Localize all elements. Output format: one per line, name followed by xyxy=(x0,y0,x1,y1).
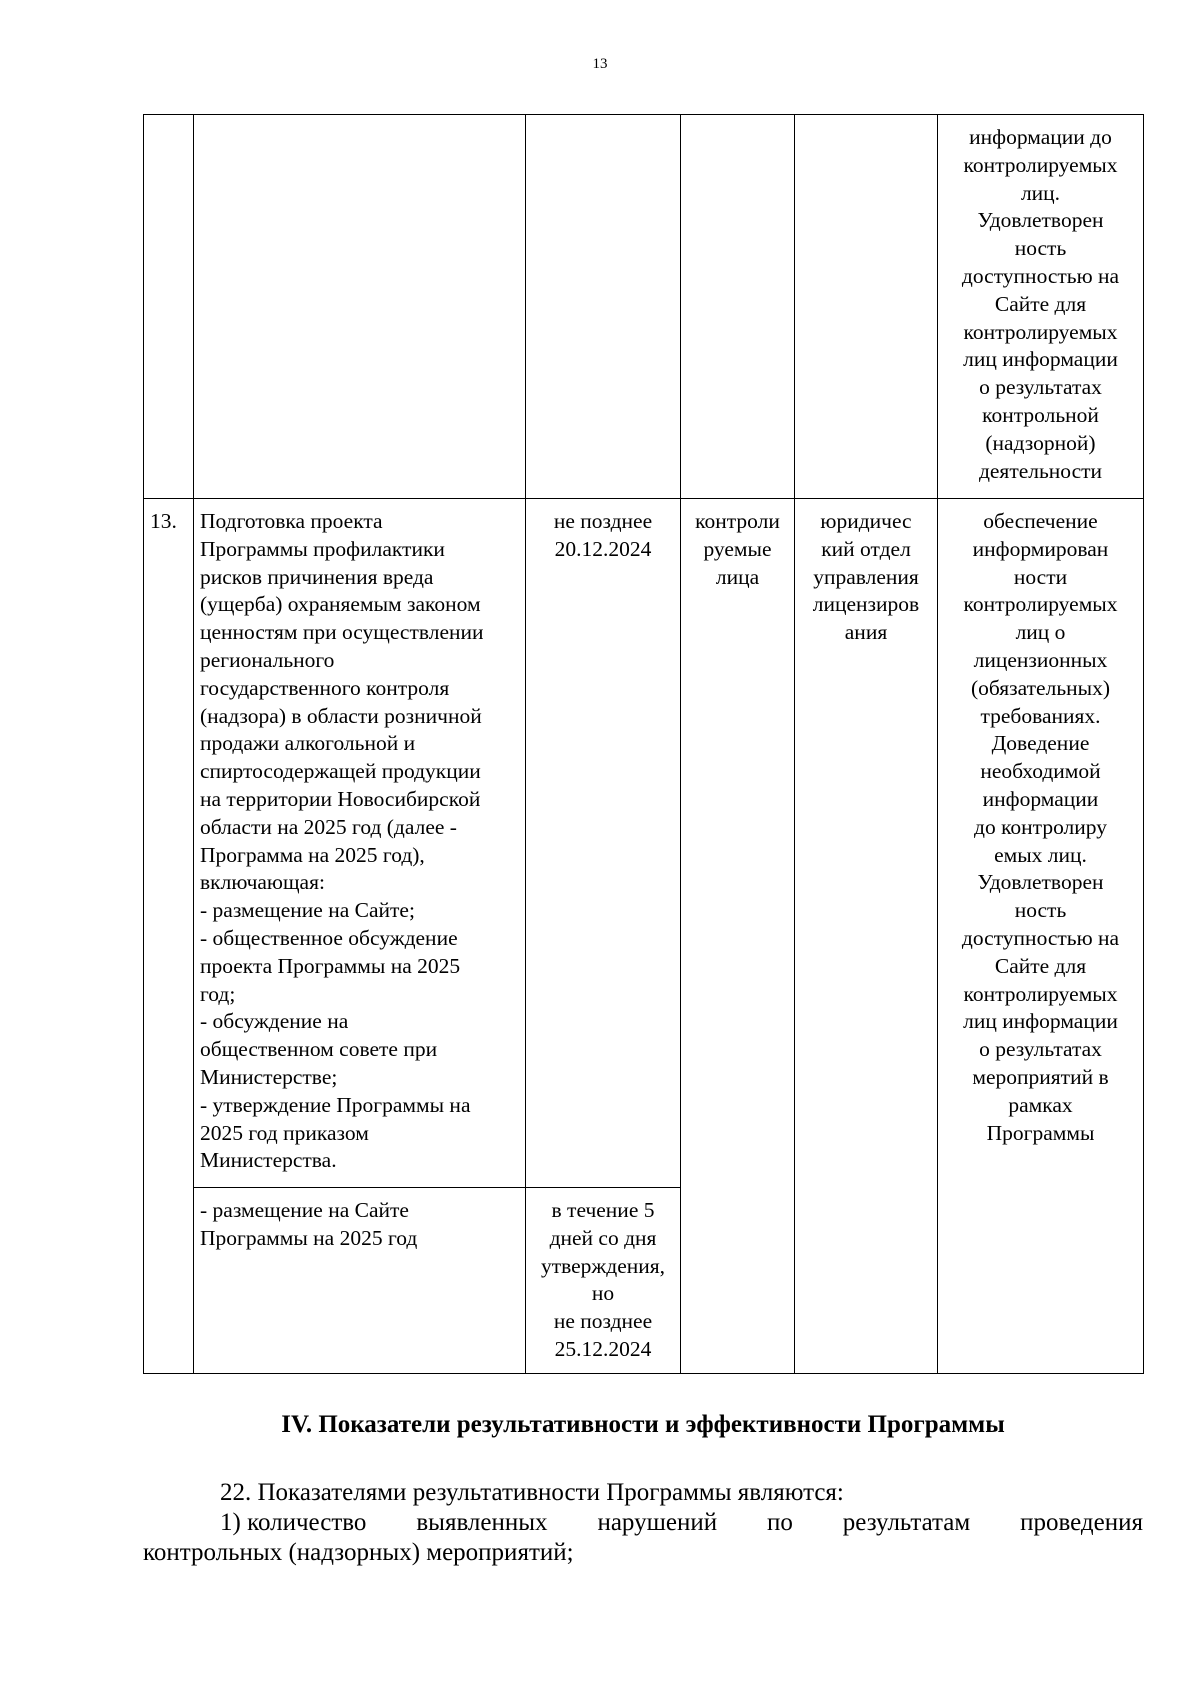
cell-text-line: не позднее xyxy=(553,1309,653,1334)
cell-text-line: ности xyxy=(1013,564,1068,589)
cell-text-line: Министерства. xyxy=(200,1148,337,1173)
cell-text-line: лицензиров xyxy=(812,592,920,617)
cell-deadline-empty xyxy=(526,115,681,499)
section-heading: IV. Показатели результативности и эффективности Программы xyxy=(281,1411,1005,1438)
cell-text-line: проекта Программы на 2025 xyxy=(200,953,461,978)
cell-text-line: лиц информации xyxy=(963,347,1118,372)
cell-text-line: управления xyxy=(813,564,919,589)
cell-text-line: рамках xyxy=(1008,1092,1073,1117)
word: 1) количество xyxy=(220,1509,367,1536)
cell-text-line: о результатах xyxy=(979,375,1102,400)
cell-text-line: Доведение xyxy=(991,731,1090,756)
cell-text-line: 20.12.2024 xyxy=(554,536,652,561)
cell-subjects xyxy=(681,499,795,1374)
cell-text-line: Удовлетворен xyxy=(977,870,1104,895)
cell-text-line: - общественное обсуждение xyxy=(200,925,458,950)
cell-text-line: контролируемых xyxy=(963,981,1118,1006)
cell-text-line: Программа на 2025 год), xyxy=(200,842,425,867)
cell-text-line: обеспечение xyxy=(983,509,1098,533)
cell-text-line: Сайте для xyxy=(994,291,1087,316)
cell-text-line: Сайте для xyxy=(994,953,1087,978)
word: нарушений xyxy=(597,1509,718,1536)
cell-text-line: на территории Новосибирской xyxy=(200,786,481,811)
word: по xyxy=(767,1509,793,1536)
cell-text-line: необходимой xyxy=(980,759,1101,784)
cell-text-line: контроли xyxy=(695,509,780,533)
cell-text-line: Программы xyxy=(986,1120,1095,1145)
cell-text-line: утверждения, xyxy=(540,1253,666,1278)
cell-text-line: год; xyxy=(200,981,236,1006)
cell-responsible xyxy=(795,499,938,1374)
cell-text-line: Удовлетворен xyxy=(977,208,1104,233)
cell-text-line: 25.12.2024 xyxy=(554,1336,652,1361)
cell-text-line: но xyxy=(591,1281,615,1306)
cell-text-line: рисков причинения вреда xyxy=(200,564,434,589)
cell-text-line: в течение 5 xyxy=(551,1198,655,1222)
cell-text-line: о результатах xyxy=(979,1037,1102,1062)
cell-text-line: требованиях. xyxy=(980,703,1101,728)
cell-text-line: ность xyxy=(1014,898,1067,923)
cell-sub-activity xyxy=(194,1188,526,1374)
cell-result xyxy=(938,499,1144,1374)
cell-text-line: лиц. xyxy=(1020,180,1061,205)
cell-text-line: ания xyxy=(844,620,888,645)
cell-text-line: не позднее xyxy=(553,509,653,533)
cell-text-line: емых лиц. xyxy=(994,842,1087,867)
cell-text-line: мероприятий в xyxy=(972,1064,1109,1089)
cell-activity xyxy=(194,499,526,1188)
cell-text-line: Подготовка проекта xyxy=(200,509,383,533)
paragraph-22: 22. Показателями результативности Программы являются: xyxy=(220,1479,844,1506)
word: результатам xyxy=(842,1509,971,1536)
cell-text-line: 2025 год приказом xyxy=(200,1120,369,1145)
cell-subjects-empty xyxy=(681,115,795,499)
cell-text-line: ность xyxy=(1014,236,1067,261)
cell-text-line: - утверждение Программы на xyxy=(200,1092,471,1117)
cell-text-line: спиртосодержащей продукции xyxy=(200,759,481,784)
cell-text-line: деятельности xyxy=(978,458,1103,483)
cell-text-line: контролируемых xyxy=(963,152,1118,177)
table-row-continuation xyxy=(144,115,1144,499)
cell-text-line: - обсуждение на xyxy=(200,1009,349,1034)
table-row-13 xyxy=(144,499,1144,1188)
cell-text-line: дней со дня xyxy=(549,1225,657,1250)
cell-text-line: (ущерба) охраняемым законом xyxy=(200,592,481,617)
cell-text-line: контролируемых xyxy=(963,592,1118,617)
cell-text-line: - размещение на Сайте; xyxy=(200,898,415,923)
cell-text-line: лиц о xyxy=(1015,620,1066,645)
cell-text-line: Программы профилактики xyxy=(200,536,445,561)
cell-text-line: включающая: xyxy=(200,870,325,895)
word: проведения xyxy=(1020,1509,1143,1536)
program-activities-table xyxy=(143,114,1144,1374)
cell-text-line: информации до xyxy=(969,125,1112,149)
cell-text-line: общественном совете при xyxy=(200,1037,438,1062)
list-item-1 xyxy=(143,1508,1143,1568)
cell-sub-deadline xyxy=(526,1188,681,1374)
cell-text-line: (обязательных) xyxy=(970,675,1110,700)
cell-text-line: государственного контроля xyxy=(200,675,450,700)
cell-text-line: (надзора) в области розничной xyxy=(200,703,482,728)
list-item-1-continuation: контрольных (надзорных) мероприятий; xyxy=(143,1539,574,1566)
cell-text-line: руемые xyxy=(703,536,772,561)
cell-number-empty xyxy=(144,115,194,499)
cell-text-line: Программы на 2025 год xyxy=(200,1225,418,1250)
cell-text-line: доступностью на xyxy=(961,263,1120,288)
cell-result-continuation xyxy=(938,115,1144,499)
cell-text-line: до контролиру xyxy=(974,814,1107,839)
cell-row-number: 13. xyxy=(144,499,194,1374)
cell-text-line: регионального xyxy=(200,647,335,672)
cell-deadline xyxy=(526,499,681,1188)
page-number: 13 xyxy=(592,56,608,72)
cell-activity-empty xyxy=(194,115,526,499)
cell-text-line: информации xyxy=(982,786,1099,811)
list-item-1-first-line xyxy=(143,1508,1143,1538)
cell-text-line: (надзорной) xyxy=(985,430,1096,455)
cell-text-line: кий отдел xyxy=(821,536,911,561)
cell-text-line: контролируемых xyxy=(963,319,1118,344)
cell-text-line: Министерстве; xyxy=(200,1064,338,1089)
cell-text-line: лицензионных xyxy=(973,647,1108,672)
cell-text-line: области на 2025 год (далее - xyxy=(200,814,457,839)
cell-text-line: доступностью на xyxy=(961,925,1120,950)
cell-text-line: информирован xyxy=(972,536,1109,561)
cell-text-line: продажи алкогольной и xyxy=(200,731,416,756)
cell-text-line: юридичес xyxy=(820,509,912,533)
cell-text-line: лица xyxy=(715,564,760,589)
word: выявленных xyxy=(416,1509,548,1536)
cell-text-line: контрольной xyxy=(982,402,1099,427)
cell-text-line: ценностям при осуществлении xyxy=(200,620,484,645)
cell-text-line: - размещение на Сайте xyxy=(200,1198,409,1222)
cell-text-line: лиц информации xyxy=(963,1009,1118,1034)
cell-responsible-empty xyxy=(795,115,938,499)
